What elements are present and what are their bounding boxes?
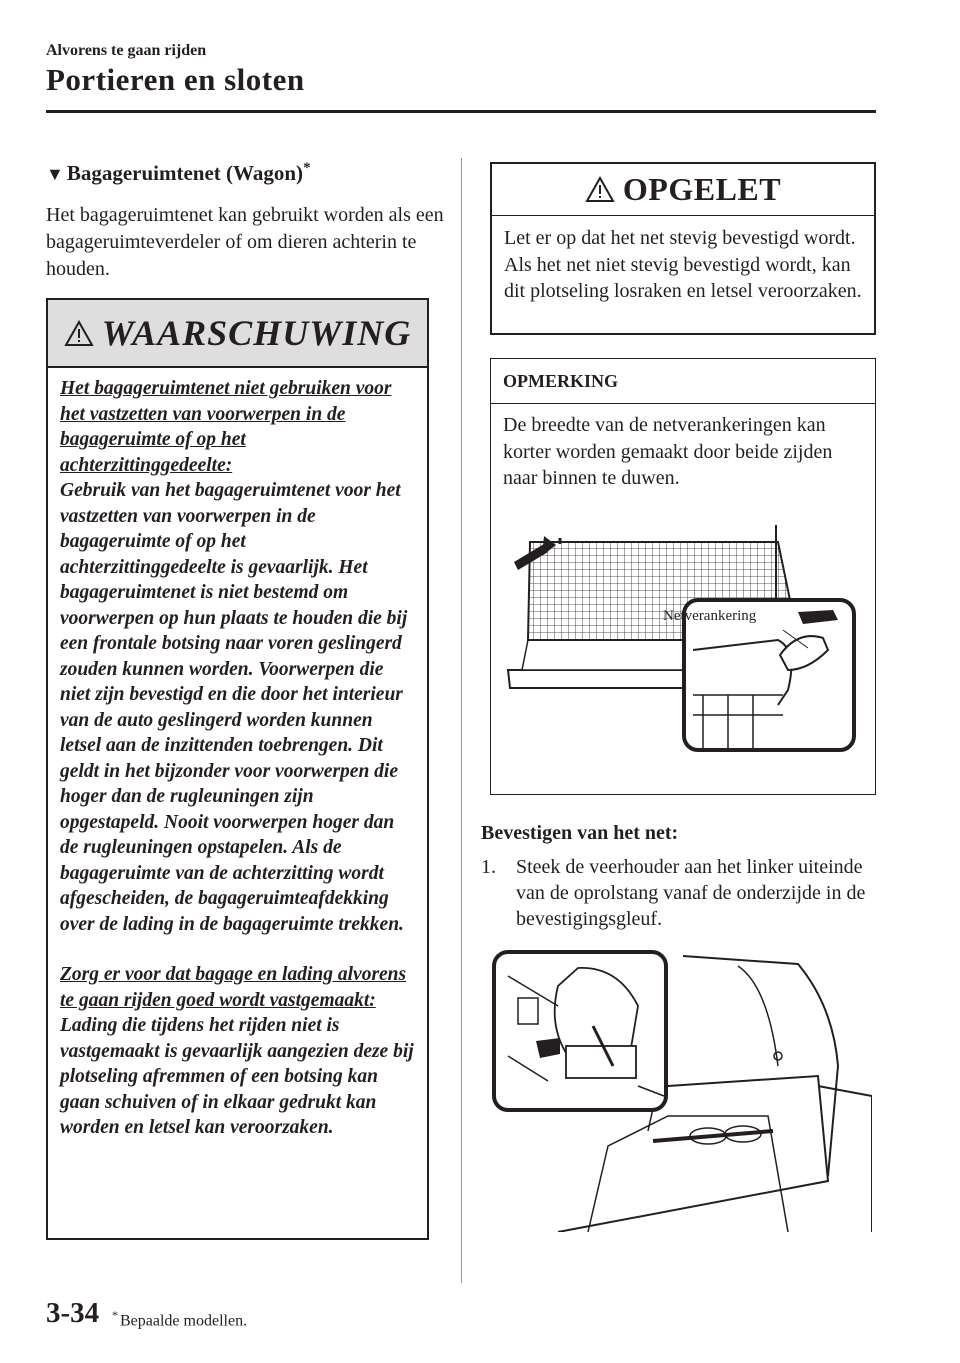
caution-title: OPGELET [622, 171, 782, 207]
topic-heading [46, 160, 311, 186]
trunk-illustration [488, 946, 872, 1232]
step-number: 1. [481, 856, 496, 878]
warning-triangle-icon [64, 320, 94, 347]
footnote [112, 1308, 247, 1330]
footnote-text: Bepaalde modellen. [120, 1312, 248, 1330]
note-title: OPMERKING [491, 359, 875, 404]
step-text: Steek de veerhouder aan het linker uiteinde van de oprolstang vanaf de onderzijde in de bevestigingsgleuf. [516, 856, 866, 930]
net-anchor-illustration [498, 520, 870, 775]
warning-p1-title: Het bagageruimtenet niet gebruiken voor het vastzetten van voorwerpen in de bagageruimte of op het achterzittinggedeelte: [60, 378, 392, 476]
caution-text: Let er op dat het net stevig bevestigd wordt. Als het net niet stevig bevestigd wordt, kan dit plotseling losraken en letsel veroorzaken. [504, 227, 862, 302]
caution-header [492, 164, 874, 216]
warning-box [46, 298, 429, 1240]
warning-body [48, 368, 427, 1141]
page-number: 3-34 [46, 1297, 100, 1329]
chapter-title: Portieren en sloten [46, 62, 305, 97]
column-divider [461, 158, 462, 1283]
warning-p1-text: Gebruik van het bagageruimtenet voor het vastzetten van voorwerpen in de bagageruimte of op het achterzittinggedeelte is gevaarlijk. Het bagageruimtenet is niet bestemd om voorwerpen op hun plaats te houden die bij een frontale botsing naar voren geslingerd zouden kunnen worden. Voorwerpen die niet zijn bevestigd en die door het interieur van de auto geslingerd worden kunnen letsel aan de inzittenden toebrengen. Dit geldt in het bijzonder voor voorwerpen die hoger dan de rugleuningen zijn opgestapeld. Nooit voorwerpen hoger dan de rugleuningen opstapelen. Als de bagageruimte van de achterzitting wordt afgescheiden, de bagageruimteafdekking over de lading in de bagageruimte trekken. [60, 480, 408, 935]
warning-title: WAARSCHUWING [101, 313, 412, 353]
triangle-marker-icon: ▼ [46, 164, 64, 184]
footnote-asterisk-icon: * [112, 1308, 118, 1322]
caution-box [490, 162, 876, 335]
header-rule [46, 110, 876, 113]
sub-heading: Bevestigen van het net: [481, 822, 679, 844]
caution-triangle-icon [585, 176, 615, 203]
netverankering-label: Netverankering [663, 608, 757, 624]
asterisk-icon: * [303, 160, 311, 176]
warning-header [48, 300, 427, 368]
warning-p2-text: Lading die tijdens het rijden niet is vastgemaakt is gevaarlijk aangezien deze bij plotseling afremmen of een botsing kan gaan schuiven of in elkaar gedrukt kan worden en letsel kan veroorzaken. [60, 1015, 414, 1138]
step-1 [481, 854, 876, 932]
intro-text: Het bagageruimtenet kan gebruikt worden als een bagageruimteverdeler of om dieren achterin te houden. [46, 204, 444, 280]
note-text: De breedte van de netverankeringen kan korter worden gemaakt door beide zijden naar binnen te duwen. [503, 414, 833, 489]
topic-heading-text: Bagageruimtenet (Wagon) [66, 161, 304, 185]
section-title: Alvorens te gaan rijden [46, 42, 207, 59]
warning-p2-title: Zorg er voor dat bagage en lading alvorens te gaan rijden goed wordt vastgemaakt: [60, 964, 407, 1011]
